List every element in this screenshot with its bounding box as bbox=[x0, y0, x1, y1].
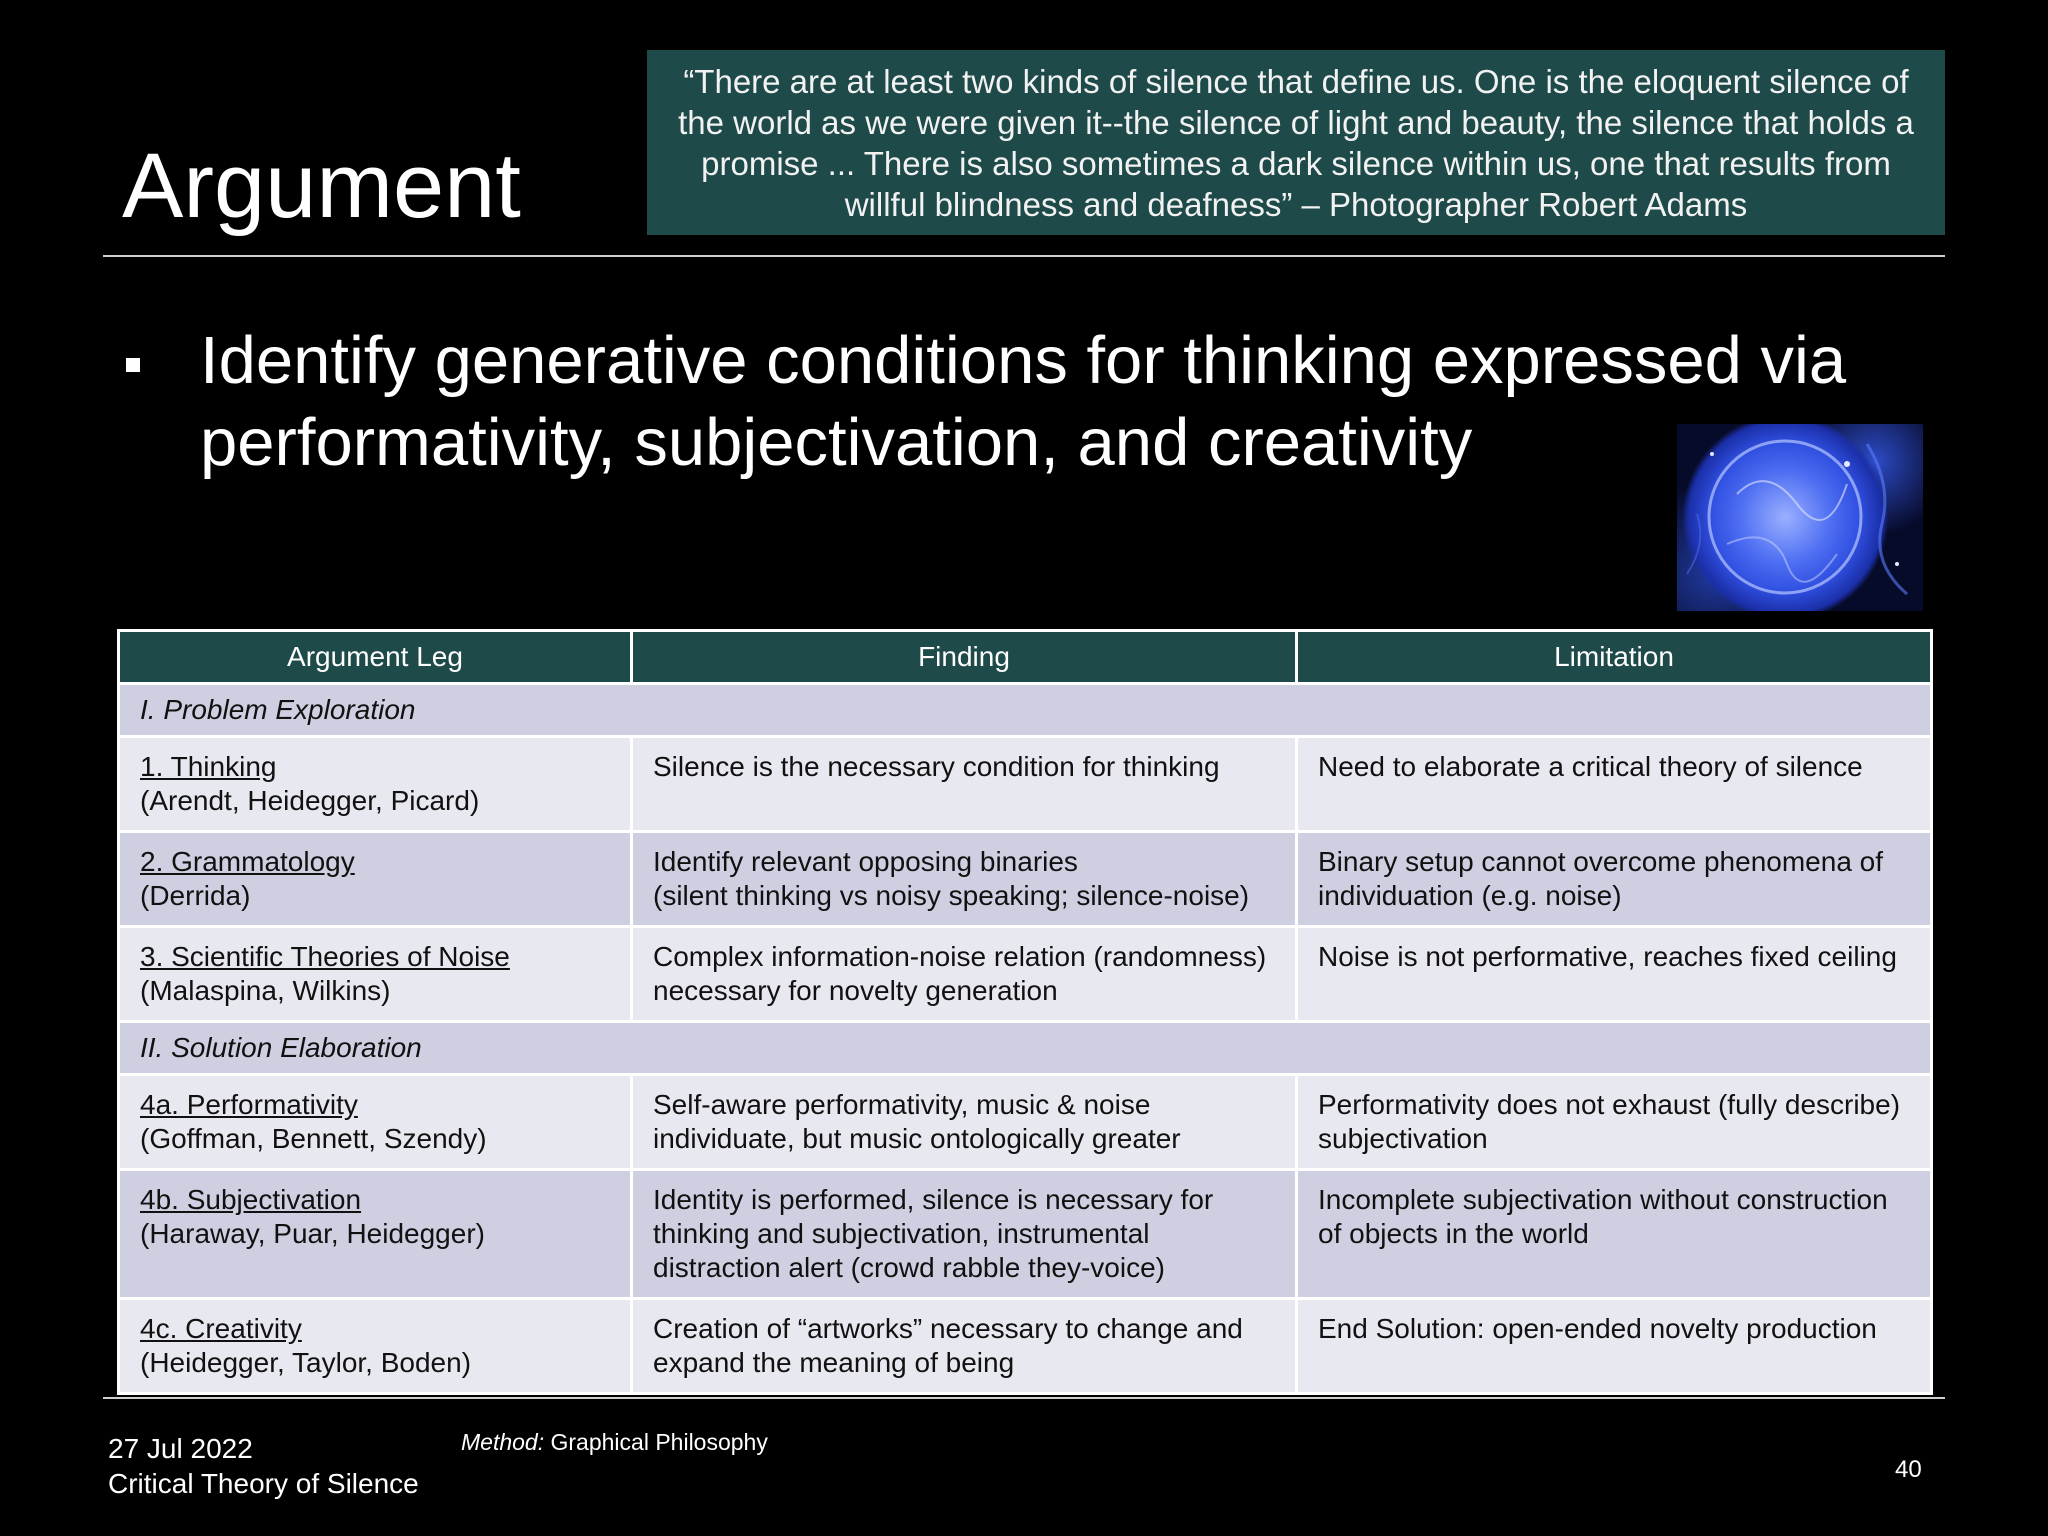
finding-line: thinking and subjectivation, instrumental bbox=[653, 1218, 1150, 1249]
finding-line: Creation of “artworks” necessary to change and bbox=[653, 1313, 1243, 1344]
leg-cell bbox=[119, 1299, 632, 1394]
finding-line: Silence is the necessary condition for thinking bbox=[653, 751, 1220, 782]
table-row bbox=[119, 832, 1932, 927]
limitation-cell bbox=[1297, 1299, 1932, 1394]
method-label: Method: bbox=[461, 1429, 545, 1455]
limitation-line: Noise is not performative, reaches fixed ceiling bbox=[1318, 941, 1897, 972]
limitation-cell bbox=[1297, 1075, 1932, 1170]
leg-authors: (Arendt, Heidegger, Picard) bbox=[140, 785, 480, 816]
quote-text: “There are at least two kinds of silence that define us. One is the eloquent silence of the world as we were given it--the silence of light and beauty, the silence that holds a promise ... There is also sometimes a dark silence within us, one that results from willful blindness and deafness” – Photographer Robert Adams bbox=[678, 62, 1914, 223]
limitation-line: of objects in the world bbox=[1318, 1218, 1589, 1249]
limitation-cell bbox=[1297, 832, 1932, 927]
table-row bbox=[119, 1170, 1932, 1299]
finding-line: Complex information-noise relation (randomness) bbox=[653, 941, 1267, 972]
finding-cell bbox=[632, 927, 1297, 1022]
leg-authors: (Derrida) bbox=[140, 880, 251, 911]
finding-line: necessary for novelty generation bbox=[653, 975, 1058, 1006]
limitation-line: Binary setup cannot overcome phenomena of bbox=[1318, 846, 1884, 877]
table-header-row bbox=[119, 631, 1932, 684]
leg-title: 3. Scientific Theories of Noise bbox=[140, 941, 510, 972]
header-finding: Finding bbox=[632, 631, 1297, 684]
table-row bbox=[119, 1299, 1932, 1394]
finding-line: Identify relevant opposing binaries bbox=[653, 846, 1078, 877]
quote-box bbox=[647, 50, 1945, 235]
leg-title: 4b. Subjectivation bbox=[140, 1184, 362, 1215]
finding-line: Self-aware performativity, music & noise bbox=[653, 1089, 1151, 1120]
leg-cell bbox=[119, 737, 632, 832]
finding-line: Identity is performed, silence is necessary for bbox=[653, 1184, 1214, 1215]
leg-authors: (Heidegger, Taylor, Boden) bbox=[140, 1347, 472, 1378]
finding-cell bbox=[632, 1075, 1297, 1170]
leg-cell bbox=[119, 927, 632, 1022]
finding-line: distraction alert (crowd rabble they-voice) bbox=[653, 1252, 1165, 1283]
leg-title: 1. Thinking bbox=[140, 751, 277, 782]
limitation-line: Incomplete subjectivation without construction bbox=[1318, 1184, 1888, 1215]
header-argument-leg: Argument Leg bbox=[119, 631, 632, 684]
argument-table bbox=[117, 629, 1933, 1395]
limitation-line: individuation (e.g. noise) bbox=[1318, 880, 1622, 911]
leg-title: 4a. Performativity bbox=[140, 1089, 358, 1120]
header-limitation: Limitation bbox=[1297, 631, 1932, 684]
table-row bbox=[119, 1075, 1932, 1170]
method-value: Graphical Philosophy bbox=[550, 1429, 768, 1455]
leg-cell bbox=[119, 832, 632, 927]
section-label: I. Problem Exploration bbox=[119, 684, 1932, 737]
table-row bbox=[119, 927, 1932, 1022]
slide-title: Argument bbox=[122, 135, 521, 237]
bullet-marker bbox=[126, 358, 140, 372]
leg-title: 4c. Creativity bbox=[140, 1313, 302, 1344]
limitation-cell bbox=[1297, 1170, 1932, 1299]
finding-cell bbox=[632, 737, 1297, 832]
footer-method bbox=[461, 1428, 768, 1456]
limitation-line: subjectivation bbox=[1318, 1123, 1488, 1154]
limitation-line: Performativity does not exhaust (fully describe) bbox=[1318, 1089, 1901, 1120]
leg-cell bbox=[119, 1170, 632, 1299]
limitation-line: End Solution: open-ended novelty production bbox=[1318, 1313, 1877, 1344]
title-divider bbox=[103, 255, 1945, 257]
limitation-line: Need to elaborate a critical theory of silence bbox=[1318, 751, 1863, 782]
finding-cell bbox=[632, 832, 1297, 927]
finding-cell bbox=[632, 1170, 1297, 1299]
footer-date: 27 Jul 2022 bbox=[108, 1433, 253, 1464]
finding-line: expand the meaning of being bbox=[653, 1347, 1015, 1378]
leg-authors: (Malaspina, Wilkins) bbox=[140, 975, 391, 1006]
footer-course-title: Critical Theory of Silence bbox=[108, 1468, 419, 1499]
leg-authors: (Haraway, Puar, Heidegger) bbox=[140, 1218, 485, 1249]
footer-divider bbox=[103, 1397, 1945, 1399]
finding-line: (silent thinking vs noisy speaking; silence-noise) bbox=[653, 880, 1250, 911]
table-row bbox=[119, 737, 1932, 832]
leg-title: 2. Grammatology bbox=[140, 846, 355, 877]
blue-star-image bbox=[1677, 424, 1923, 611]
section-row-solution-elaboration bbox=[119, 1022, 1932, 1075]
section-label: II. Solution Elaboration bbox=[119, 1022, 1932, 1075]
leg-cell bbox=[119, 1075, 632, 1170]
limitation-cell bbox=[1297, 927, 1932, 1022]
page-number: 40 bbox=[1895, 1456, 1922, 1483]
finding-line: individuate, but music ontologically greater bbox=[653, 1123, 1181, 1154]
finding-cell bbox=[632, 1299, 1297, 1394]
main-bullet-text: Identify generative conditions for thinking expressed via performativity, subjectivation, and creativity bbox=[200, 323, 1847, 480]
leg-authors: (Goffman, Bennett, Szendy) bbox=[140, 1123, 487, 1154]
section-row-problem-exploration bbox=[119, 684, 1932, 737]
limitation-cell bbox=[1297, 737, 1932, 832]
